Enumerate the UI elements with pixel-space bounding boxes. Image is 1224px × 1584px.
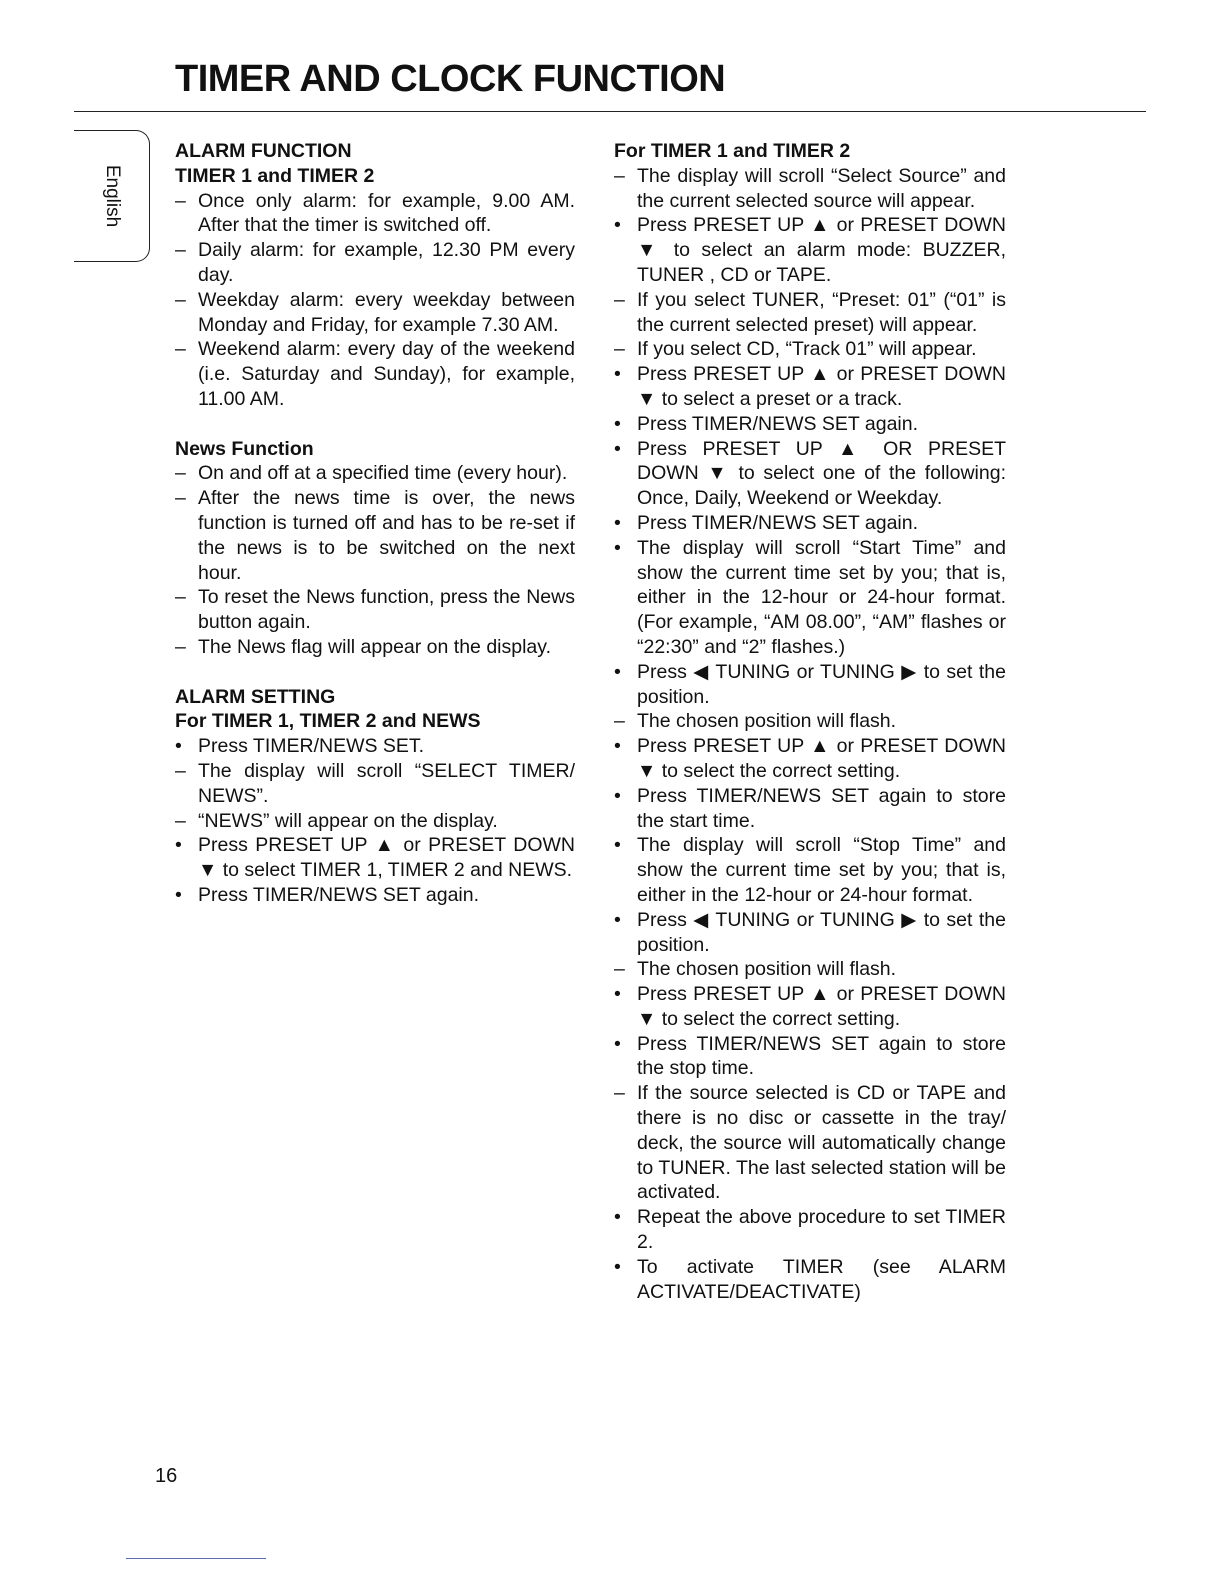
list-item — [614, 362, 1006, 412]
list-marker: – — [614, 710, 625, 733]
title-rule — [74, 111, 1146, 112]
list-item — [614, 437, 1006, 511]
timer-heading: TIMER 1 and TIMER 2 — [175, 164, 375, 187]
list-item — [614, 1081, 1006, 1205]
list-marker: • — [614, 784, 621, 807]
list-item — [614, 734, 1006, 784]
list-marker: • — [614, 1032, 621, 1055]
list-item-text: Press PRESET UP ▲ OR PRESET DOWN ▼ to select one of the following: Once, Daily, Weekend or Weekday. — [637, 437, 1006, 510]
list-item — [614, 660, 1006, 710]
list-item-text: Press TIMER/NEWS SET again. — [637, 412, 919, 435]
list-marker: • — [614, 660, 621, 683]
list-item — [614, 1032, 1006, 1082]
language-tab-label: English — [101, 164, 123, 228]
list-item — [614, 213, 1006, 287]
page-title: TIMER AND CLOCK FUNCTION — [175, 58, 726, 100]
list-item — [175, 486, 575, 585]
list-item — [175, 809, 575, 834]
list-marker: • — [614, 437, 621, 460]
list-item — [614, 1255, 1006, 1305]
list-item-text: Press TIMER/NEWS SET again. — [637, 511, 919, 534]
alarm-setting-heading: ALARM SETTING — [175, 685, 336, 708]
list-item-text: “NEWS” will appear on the display. — [198, 809, 498, 832]
list-marker: – — [614, 164, 625, 187]
list-marker: – — [175, 635, 186, 658]
list-item — [614, 536, 1006, 660]
list-item-text: Press TIMER/NEWS SET again to store the stop time. — [637, 1032, 1006, 1080]
timer-steps-heading: For TIMER 1 and TIMER 2 — [614, 140, 851, 162]
list-item — [175, 288, 575, 338]
list-marker: • — [175, 883, 182, 906]
list-item-text: Press PRESET UP ▲ or PRESET DOWN ▼ to select the correct setting. — [637, 983, 1006, 1030]
timer-steps-list — [614, 164, 1006, 1305]
alarm-setting-subheading: For TIMER 1, TIMER 2 and NEWS — [175, 710, 481, 733]
list-item-text: The News flag will appear on the display. — [198, 635, 551, 658]
list-item-text: Press ◀ TUNING or TUNING ▶ to set the position. — [637, 908, 1006, 956]
list-marker: • — [614, 1255, 621, 1278]
list-item — [614, 908, 1006, 958]
list-item — [614, 709, 1006, 734]
list-item — [614, 957, 1006, 982]
list-marker: • — [175, 834, 182, 857]
list-item — [614, 164, 1006, 214]
list-marker: • — [614, 511, 621, 534]
list-marker: – — [175, 759, 186, 782]
list-item — [175, 883, 575, 908]
list-item-text: If you select TUNER, “Preset: 01” (“01” is the current selected preset) will appear. — [637, 288, 1006, 336]
list-item-text: To reset the News function, press the News button again. — [198, 586, 575, 634]
list-item-text: Press PRESET UP ▲ or PRESET DOWN ▼ to select the correct setting. — [637, 735, 1006, 782]
list-item — [175, 238, 575, 288]
list-item-text: Once only alarm: for example, 9.00 AM. After that the timer is switched off. — [198, 189, 575, 237]
list-marker: • — [614, 834, 621, 857]
list-item-text: Press ◀ TUNING or TUNING ▶ to set the position. — [637, 660, 1006, 708]
list-marker: – — [614, 1082, 625, 1105]
alarm-setting-list — [175, 734, 575, 908]
list-item — [175, 461, 575, 486]
list-item — [175, 337, 575, 411]
list-item-text: The display will scroll “Select Source” and the current selected source will appear. — [637, 164, 1006, 212]
list-item-text: Repeat the above procedure to set TIMER 2. — [637, 1206, 1006, 1254]
list-item-text: The display will scroll “Start Time” and show the current time set by you; that is, either in the 12-hour or 24-hour format. (For example, “AM 08.00”, “AM” flashes or “22:30” and “2” flashes.) — [637, 536, 1006, 658]
list-marker: – — [175, 809, 186, 832]
list-marker: – — [175, 487, 186, 510]
list-item-text: Press PRESET UP ▲ or PRESET DOWN ▼ to select a preset or a track. — [637, 363, 1006, 410]
list-marker: • — [175, 735, 182, 758]
list-marker: • — [614, 1206, 621, 1229]
list-marker: • — [614, 735, 621, 758]
list-marker: – — [175, 586, 186, 609]
list-item — [614, 1205, 1006, 1255]
list-marker: • — [614, 412, 621, 435]
list-marker: – — [175, 239, 186, 262]
list-item — [175, 734, 575, 759]
list-item — [175, 635, 575, 660]
list-item-text: Press TIMER/NEWS SET. — [198, 735, 425, 758]
list-item-text: The chosen position will flash. — [637, 710, 897, 733]
list-item-text: Press TIMER/NEWS SET again. — [198, 883, 480, 906]
list-marker: – — [614, 288, 625, 311]
list-item — [175, 833, 575, 883]
list-item — [614, 784, 1006, 834]
list-marker: – — [175, 462, 186, 485]
list-item-text: Press PRESET UP ▲ or PRESET DOWN ▼ to select an alarm mode: BUZZER, TUNER , CD or TAPE. — [637, 214, 1006, 286]
list-item-text: To activate TIMER (see ALARM ACTIVATE/DEACTIVATE) — [637, 1255, 1006, 1303]
list-marker: – — [175, 189, 186, 212]
list-item — [614, 982, 1006, 1032]
list-item — [614, 412, 1006, 437]
list-marker: • — [614, 363, 621, 386]
list-marker: • — [614, 983, 621, 1006]
list-item-text: After the news time is over, the news function is turned off and has to be re-set if the news is to be switched on the next hour. — [198, 487, 575, 584]
list-marker: – — [175, 338, 186, 361]
list-item — [614, 288, 1006, 338]
list-item-text: Weekend alarm: every day of the weekend (i.e. Saturday and Sunday), for example, 11.00 AM. — [198, 338, 575, 410]
list-item — [175, 585, 575, 635]
list-marker: – — [614, 958, 625, 981]
list-item — [175, 189, 575, 239]
list-marker: – — [175, 288, 186, 311]
news-list — [175, 461, 575, 659]
left-column — [175, 139, 575, 908]
news-function-heading: News Function — [175, 437, 314, 460]
list-item-text: The display will scroll “Stop Time” and show the current time set by you; that is, either in the 12-hour or 24-hour format. — [637, 834, 1006, 906]
timer-list — [175, 189, 575, 412]
list-item-text: If the source selected is CD or TAPE and there is no disc or cassette in the tray/ deck, the source will automatically change to TUNER. The last selected station will be activated. — [637, 1082, 1006, 1204]
list-item — [614, 337, 1006, 362]
list-marker: • — [614, 908, 621, 931]
list-item — [175, 759, 575, 809]
list-item-text: The display will scroll “SELECT TIMER/ NEWS”. — [198, 759, 575, 807]
list-marker: – — [614, 338, 625, 361]
footer-rule — [126, 1558, 266, 1559]
list-item-text: The chosen position will flash. — [637, 958, 897, 981]
list-marker: • — [614, 536, 621, 559]
list-marker: • — [614, 214, 621, 237]
list-item — [614, 511, 1006, 536]
alarm-function-heading: ALARM FUNCTION — [175, 140, 352, 162]
list-item-text: Weekday alarm: every weekday between Monday and Friday, for example 7.30 AM. — [198, 288, 575, 336]
page-number: 16 — [155, 1465, 178, 1487]
list-item-text: Press PRESET UP ▲ or PRESET DOWN ▼ to select TIMER 1, TIMER 2 and NEWS. — [198, 834, 575, 882]
list-item — [614, 833, 1006, 907]
list-item-text: Daily alarm: for example, 12.30 PM every day. — [198, 239, 575, 286]
list-item-text: On and off at a specified time (every hour). — [198, 462, 568, 485]
list-item-text: If you select CD, “Track 01” will appear. — [637, 338, 977, 361]
list-item-text: Press TIMER/NEWS SET again to store the start time. — [637, 784, 1006, 832]
right-column — [614, 139, 1006, 1304]
language-tab — [74, 130, 150, 262]
